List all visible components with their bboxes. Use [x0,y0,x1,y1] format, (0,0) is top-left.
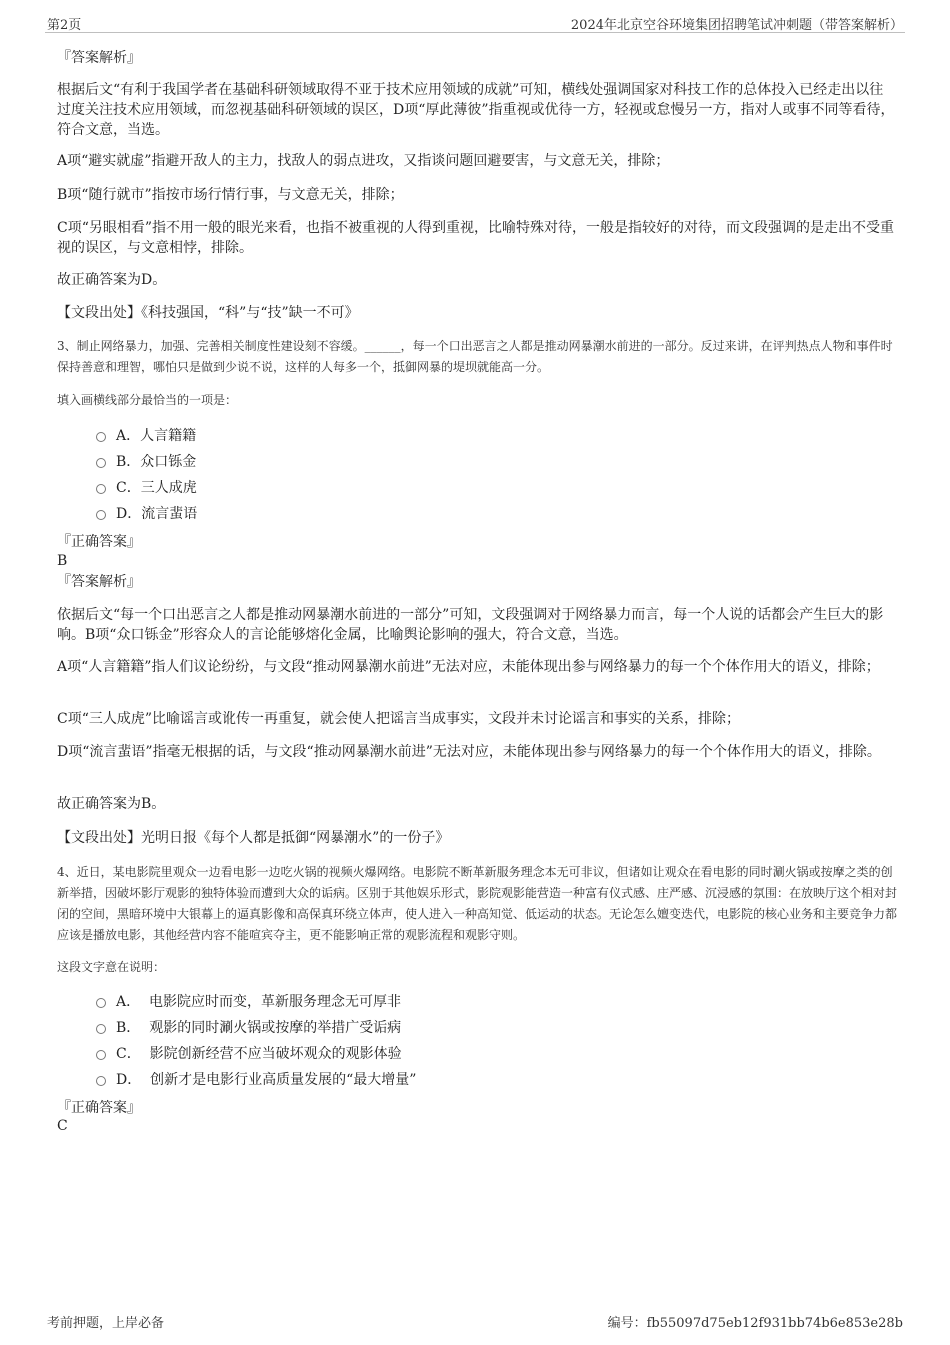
q4-option-d[interactable] [96,1070,416,1090]
q2-analysis-title: 『答案解析』 [57,50,141,66]
q3-analysis-para-3: C项“三人成虎”比喻谣言或讹传一再重复，就会使人把谣言当成事实，文段并未讨论谣言和事实的关系，排除； [57,711,741,727]
radio-button-icon[interactable] [96,1050,106,1060]
q2-analysis-para-1: 根据后文“有利于我国学者在基础科研领域取得不亚于技术应用领域的成就”可知，横线处强调国家对科技工作的总体投入已经走出以往过度关注技术应用领域，而忽视基础科研领域的误区，D项“厚此薄彼”指重视或优待一方，轻视或怠慢另一方，指对人或事不同等看待，符合文意，当选。 [57,82,895,138]
radio-button-icon[interactable] [96,432,106,442]
q4-prompt: 这段文字意在说明： [57,960,166,974]
q4-answer-title: 『正确答案』 [57,1100,141,1116]
q3-answer: B [57,553,68,569]
document-title: 2024年北京空谷环境集团招聘笔试冲刺题（带答案解析） [570,18,903,33]
q3-option-b[interactable] [96,452,196,472]
option-label: D． 创新才是电影行业高质量发展的“最大增量” [116,1072,417,1088]
q3-prompt: 填入画横线部分最恰当的一项是： [57,393,238,407]
q3-source: 【文段出处】光明日报《每个人都是抵御“网暴潮水”的一份子》 [57,830,450,846]
q3-answer-title: 『正确答案』 [57,534,141,550]
q4-option-b[interactable] [96,1018,401,1038]
radio-button-icon[interactable] [96,998,106,1008]
q4-answer: C [57,1118,68,1134]
q4-option-a[interactable] [96,992,401,1012]
option-label: C． 影院创新经营不应当破坏观众的观影体验 [116,1046,402,1062]
q3-analysis-title: 『答案解析』 [57,574,141,590]
q4-option-c[interactable] [96,1044,402,1064]
q3-analysis-para-1: 依据后文“每一个口出恶言之人都是推动网暴潮水前进的一部分”可知，文段强调对于网络暴力而言，每一个人说的话都会产生巨大的影响。B项“众口铄金”形容众人的言论能够熔化金属，比喻舆论影响的强大，符合文意，当选。 [57,607,884,643]
document-id: 编号：fb55097d75eb12f931bb74b6e853e28b [607,1316,903,1331]
q4-question: 4、近日，某电影院里观众一边看电影一边吃火锅的视频火爆网络。电影院不断革新服务理念本无可非议，但诸如让观众在看电影的同时涮火锅或按摩之类的创新举措，因破坏影厅观影的独特体验而遭到大众的诟病。区别于其他娱乐形式，影院观影能营造一种富有仪式感、庄严感、沉浸感的氛围：在放映厅这个相对封闭的空间，黑暗环境中大银幕上的逼真影像和高保真环绕立体声，使人进入一种高知觉、低运动的状态。无论怎么嬗变迭代，电影院的核心业务和主要竞争力都应该是播放电影，其他经营内容不能喧宾夺主，更不能影响正常的观影流程和观影守则。 [57,865,898,942]
radio-button-icon[interactable] [96,510,106,520]
q2-source: 【文段出处】《科技强国，“科”与“技”缺一不可》 [57,305,359,321]
radio-button-icon[interactable] [96,458,106,468]
page-number: 第2页 [47,18,82,33]
radio-button-icon[interactable] [96,484,106,494]
q3-analysis-para-2: A项“人言籍籍”指人们议论纷纷，与文段“推动网暴潮水前进”无法对应，未能体现出参与网络暴力的每一个个体作用大的语义，排除； [57,659,880,675]
q2-analysis-para-3: B项“随行就市”指按市场行情行事，与文意无关，排除； [57,187,404,203]
option-label: C．三人成虎 [116,480,197,496]
option-label: B．众口铄金 [116,454,197,470]
q3-analysis-para-4: D项“流言蜚语”指毫无根据的话，与文段“推动网暴潮水前进”无法对应，未能体现出参与网络暴力的每一个个体作用大的语义，排除。 [57,744,881,760]
q3-option-c[interactable] [96,478,197,498]
page-header [45,14,905,33]
q2-analysis-para-4: C项“另眼相看”指不用一般的眼光来看，也指不被重视的人得到重视，比喻特殊对待，一般是指较好的对待，而文段强调的是走出不受重视的误区，与文意相悖，排除。 [57,220,895,256]
radio-button-icon[interactable] [96,1076,106,1086]
option-label: A．人言籍籍 [116,428,197,444]
option-label: D．流言蜚语 [116,506,198,522]
option-label: B． 观影的同时涮火锅或按摩的举措广受诟病 [116,1020,402,1036]
footer-slogan: 考前押题，上岸必备 [47,1316,165,1331]
q2-analysis-para-2: A项“避实就虚”指避开敌人的主力，找敌人的弱点进攻，又指谈问题回避要害，与文意无关，排除； [57,153,670,169]
q3-option-a[interactable] [96,426,196,446]
q3-option-d[interactable] [96,504,197,524]
q3-conclusion: 故正确答案为B。 [57,796,166,812]
q2-conclusion: 故正确答案为D。 [57,272,167,288]
option-label: A． 电影院应时而变，革新服务理念无可厚非 [116,994,402,1010]
radio-button-icon[interactable] [96,1024,106,1034]
q3-question: 3、制止网络暴力，加强、完善相关制度性建设刻不容缓。______，每一个口出恶言之人都是推动网暴潮水前进的一部分。反过来讲，在评判热点人物和事件时保持善意和理智，哪怕只是做到少说不说，这样的人每多一个，抵御网暴的堤坝就能高一分。 [57,339,893,374]
